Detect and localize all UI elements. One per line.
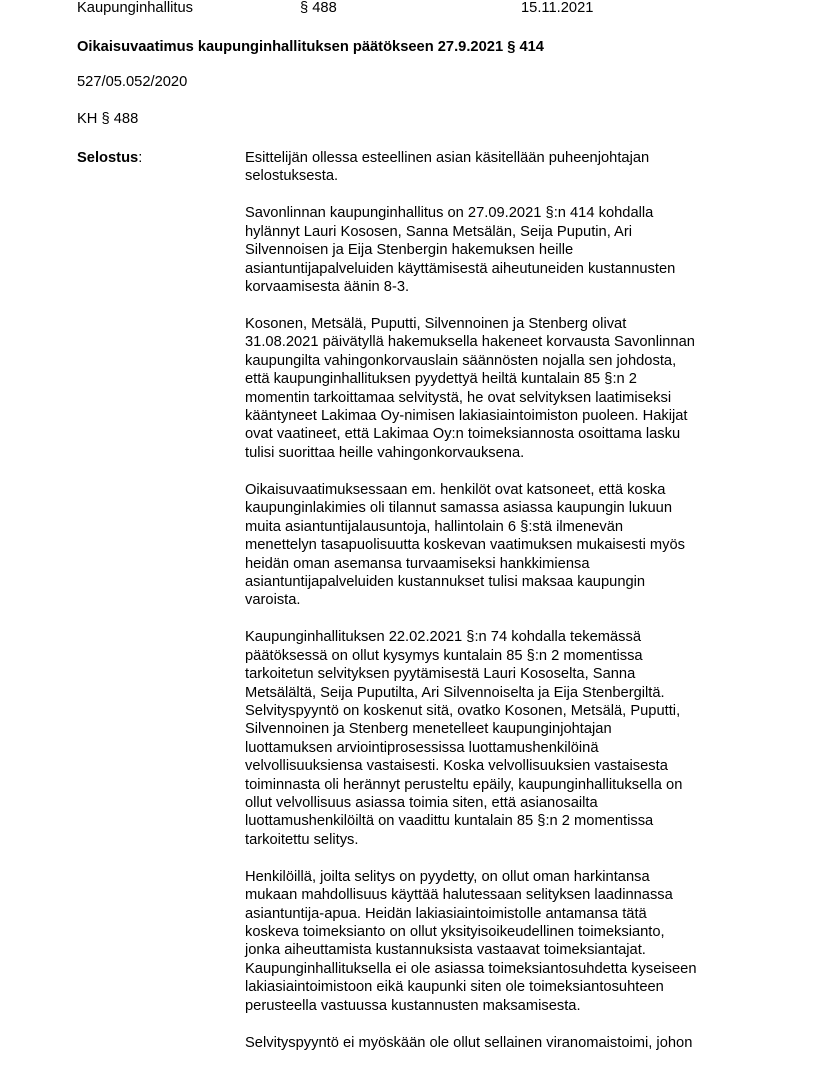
paragraph-line: Savonlinnan kaupunginhallitus on 27.09.2021 §:n 414 kohdalla [245,205,654,222]
paragraph-line: varoista. [245,592,301,609]
body-paragraph [245,868,745,1015]
paragraph-line: heidän oman asemansa turvaamiseksi hankkimiensa [245,555,590,572]
paragraph-line: koskeva toimeksianto on ollut yksityisoikeudellinen toimeksianto, [245,924,665,940]
paragraph-line: Esittelijän ollessa esteellinen asian käsitellään puheenjohtajan [245,150,650,166]
paragraph-line: muita asiantuntijalausuntoja, hallintolain 6 §:stä ilmenevän [245,518,624,535]
paragraph-line: päätöksessä on ollut kysymys kuntalain 85 §:n 2 momentissa [245,647,643,664]
paragraph-line: kaupunginlakimies oli tilannut samassa asiassa kaupungin lukuun [245,500,673,517]
paragraph-line: että kaupunginhallituksen pyydettyä heiltä kuntalain 85 §:n 2 [245,371,637,388]
paragraph-line: luottamuksen arviointiprosessissa luottamushenkilöinä [245,739,599,756]
paragraph-line: Silvennoisen ja Eija Stenbergin hakemuksen heille [245,242,574,259]
explanation-body [245,149,745,1071]
paragraph-line: kääntyneet Lakimaa Oy-nimisen lakiasiaintoimiston puoleen. Hakijat [245,408,688,425]
paragraph-line: tulisi suorittaa heille vahingonkorvauksena. [245,444,525,461]
paragraph-line: luottamushenkilöiltä on vaadittu kuntalain 85 §:n 2 momentissa [245,813,654,830]
body-paragraph [245,481,745,610]
paragraph-line: Oikaisuvaatimuksessaan em. henkilöt ovat katsoneet, että koska [245,481,666,498]
paragraph-line: korvaamisesta äänin 8-3. [245,279,410,296]
body-paragraph [245,204,745,296]
record-number: 527/05.052/2020 [77,74,188,90]
paragraph-line: Silvennoinen ja Stenberg menetelleet kaupunginjohtajan [245,721,612,738]
paragraph-line: Metsälältä, Seija Puputilta, Ari Silvennoiselta ja Eija Stenbergiltä. [245,684,665,701]
paragraph-line: Selvityspyyntö on koskenut sitä, ovatko Kosonen, Metsälä, Puputti, [245,702,681,719]
section-number: § 488 [300,0,337,16]
paragraph-line: Kaupunginhallituksella ei ole asiassa toimeksiantosuhdetta kyseiseen [245,960,697,977]
meeting-date: 15.11.2021 [521,0,594,16]
paragraph-line: selostuksesta. [245,168,339,185]
paragraph-line: momentin tarkoittamaa selvitystä, he ovat selvityksen laatimiseksi [245,389,672,406]
paragraph-line: mukaan mahdollisuus käyttää halutessaan selityksen laadinnassa [245,887,673,904]
paragraph-line: Selvityspyyntö ei myöskään ole ollut sellainen viranomaistoimi, johon [245,1034,693,1051]
body-paragraph [245,1034,745,1052]
document-title: Oikaisuvaatimus kaupunginhallituksen päätökseen 27.9.2021 § 414 [77,39,544,55]
paragraph-line: perusteella vastuussa kustannusten maksamisesta. [245,997,581,1014]
kh-reference: KH § 488 [77,111,139,127]
paragraph-line: velvollisuuksiensa vastaisesti. Koska velvollisuuksien vastaisesta [245,758,668,775]
paragraph-line: toiminnasta oli herännyt perusteltu epäily, kaupunginhallituksella on [245,776,683,793]
paragraph-line: kaupungilta vahingonkorvauslain säännösten nojalla sen johdosta, [245,352,677,369]
paragraph-line: hylännyt Lauri Kososen, Sanna Metsälän, Seija Puputin, Ari [245,223,633,240]
board-name: Kaupunginhallitus [77,0,193,16]
paragraph-line: Kosonen, Metsälä, Puputti, Silvennoinen ja Stenberg olivat [245,316,627,333]
paragraph-line: jonka aiheuttamista kustannuksista vastaavat toimeksiantajat. [245,942,646,959]
section-label-text: Selostus [77,150,139,166]
paragraph-line: asiantuntijapalveluiden kustannukset tulisi maksaa kaupungin [245,573,646,590]
paragraph-line: lakiasiaintoimistoon eikä kaupunki siten ole toimeksiantosuhteen [245,979,664,996]
paragraph-line: tarkoitettu selitys. [245,831,359,848]
section-label [77,149,142,167]
paragraph-line: ovat vaatineet, että Lakimaa Oy:n toimeksiannosta osoittama lasku [245,426,681,443]
body-paragraph [245,149,745,186]
paragraph-line: 31.08.2021 päivätyllä hakemuksella hakeneet korvausta Savonlinnan [245,334,695,351]
paragraph-line: Kaupunginhallituksen 22.02.2021 §:n 74 kohdalla tekemässä [245,629,642,646]
paragraph-line: asiantuntijapalveluiden käyttämisestä aiheutuneiden kustannusten [245,260,676,277]
document-header [77,0,777,19]
paragraph-line: asiantuntija-apua. Heidän lakiasiaintoimistolle antamansa tätä [245,905,647,922]
paragraph-line: tarkoitetun selvityksen pyytämisestä Lauri Kososelta, Sanna [245,666,636,683]
paragraph-line: Henkilöillä, joilta selitys on pyydetty, on ollut oman harkintansa [245,868,650,885]
paragraph-line: ollut velvollisuus asiassa toimia siten, että asianosailta [245,794,598,811]
body-paragraph [245,628,745,849]
body-paragraph [245,315,745,462]
paragraph-line: menettelyn tasapuolisuutta koskevan vaatimuksen mukaisesti myös [245,537,686,554]
section-label-colon: : [138,150,143,166]
